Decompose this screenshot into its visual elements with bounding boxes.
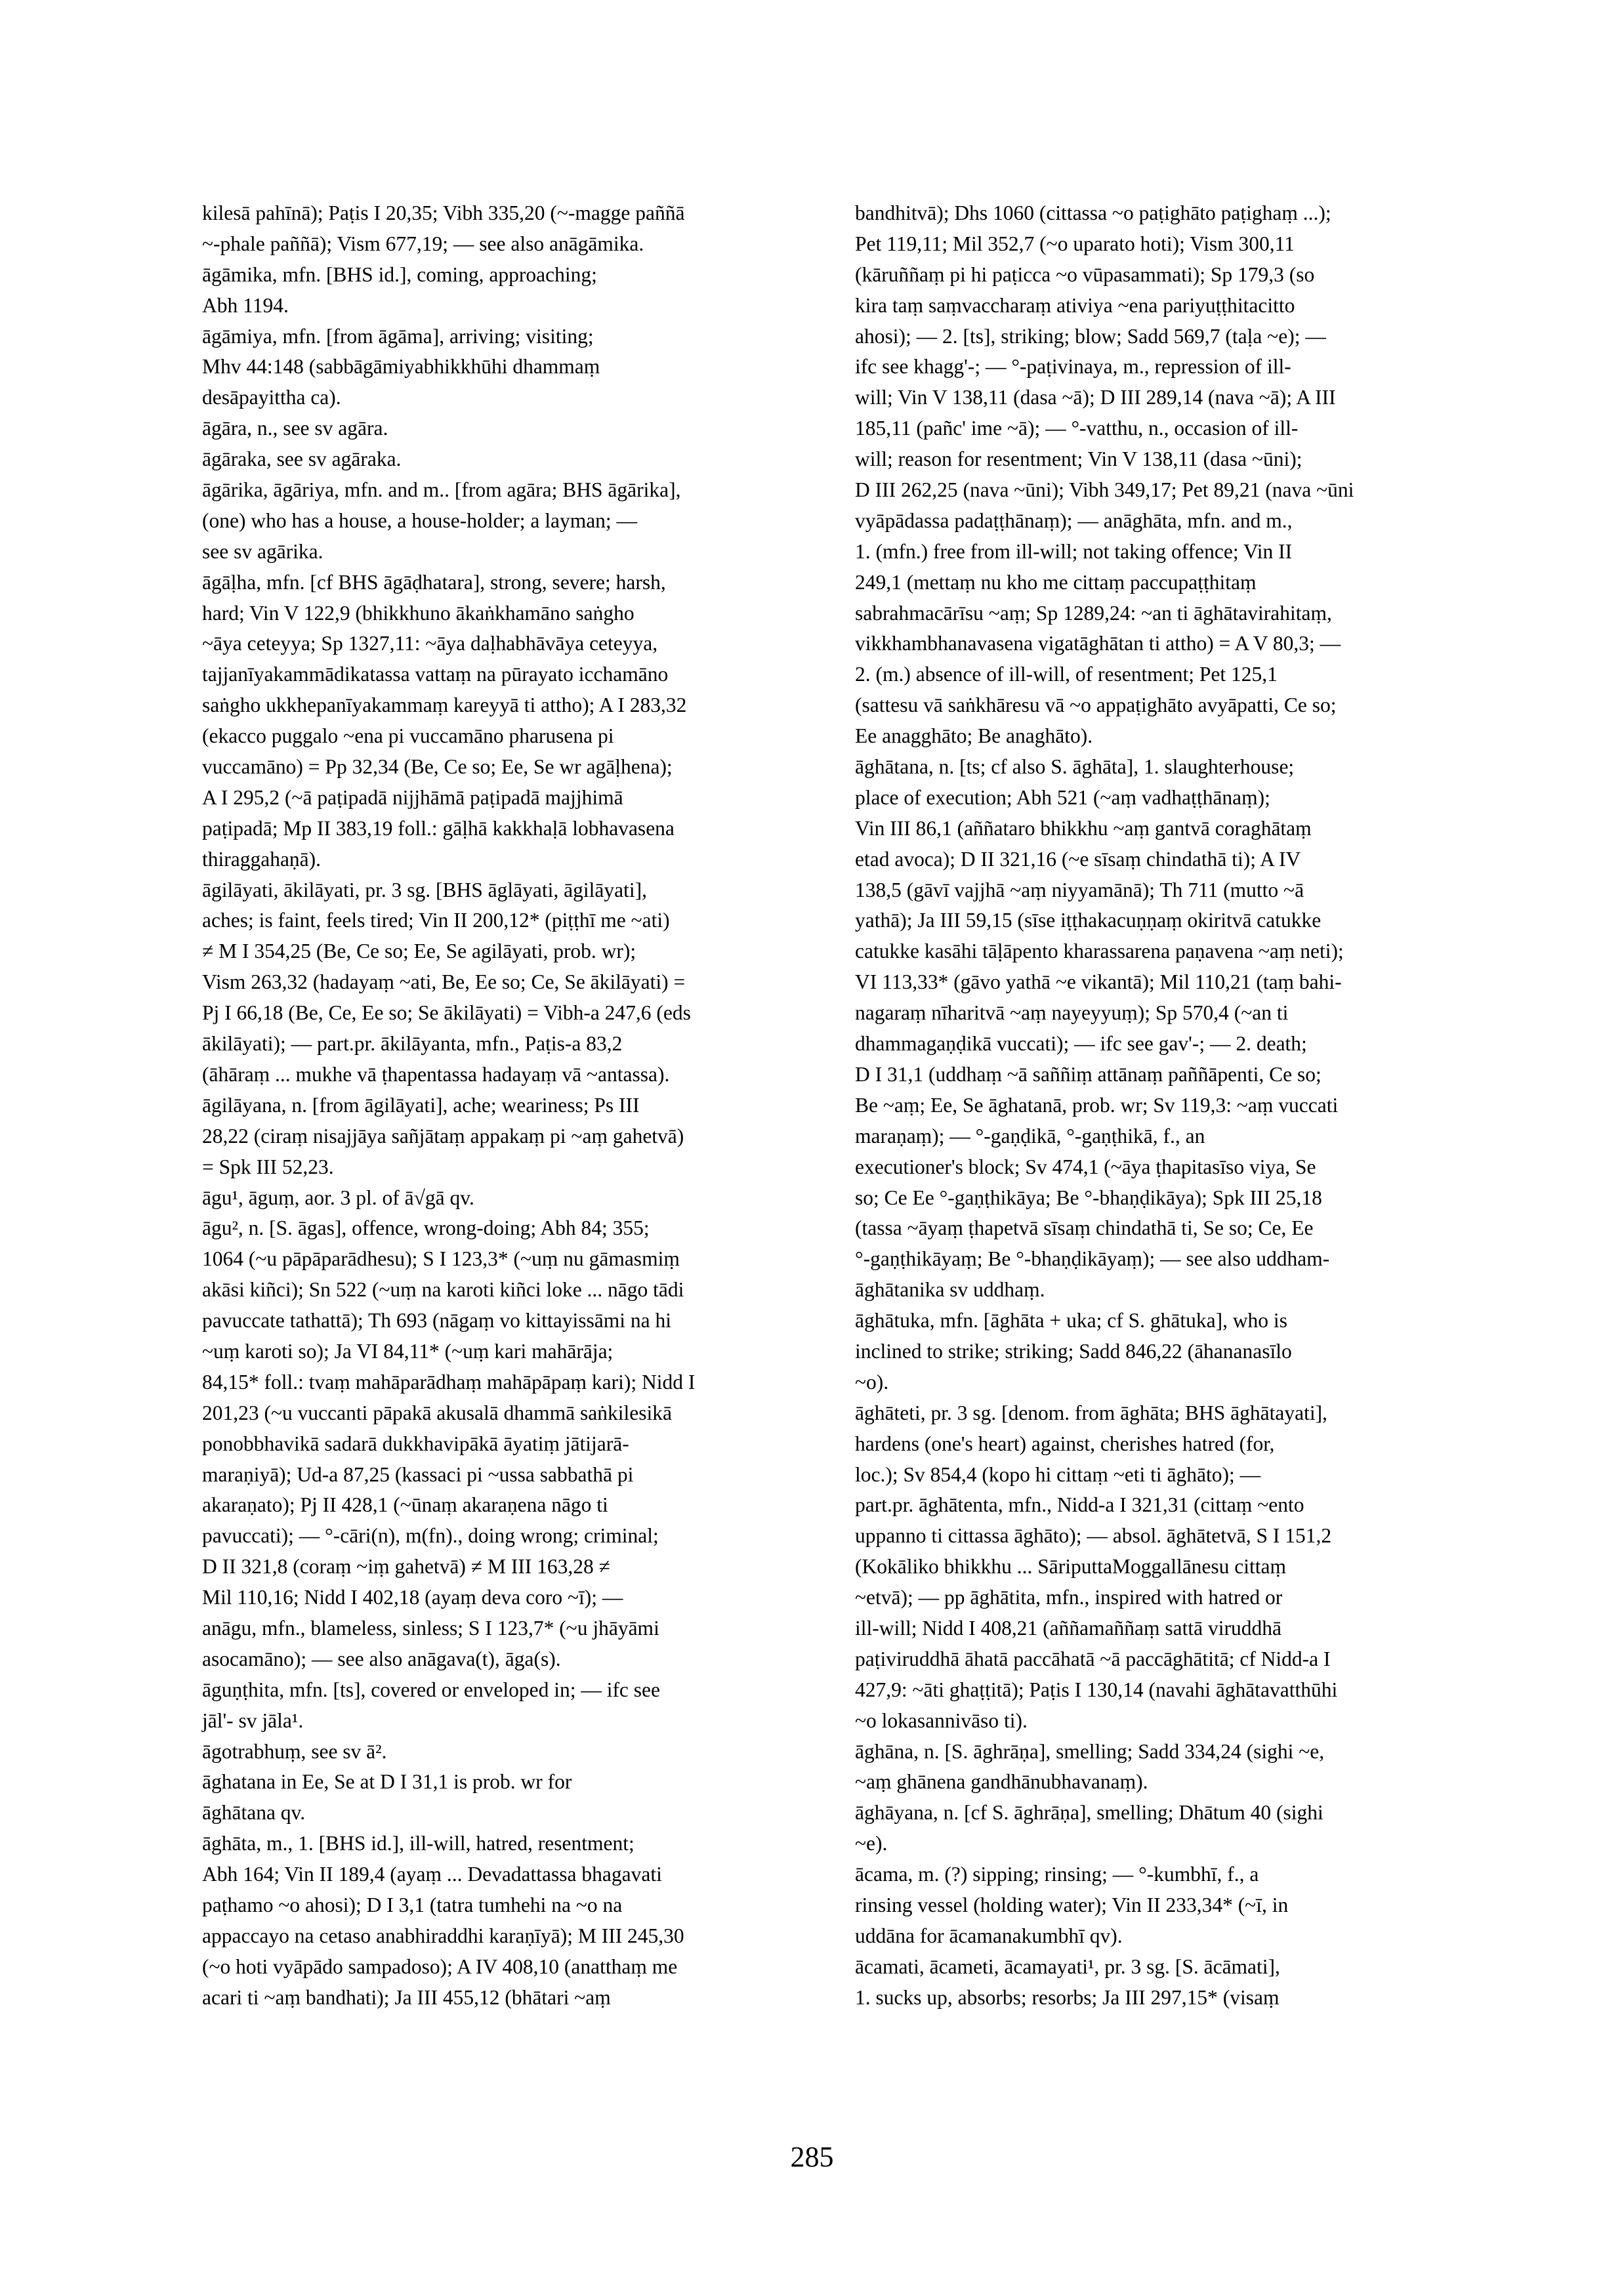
dictionary-line: Vin III 86,1 (aññataro bhikkhu ~aṃ gantvā coraghātaṃ: [855, 816, 1312, 840]
dictionary-line: bandhitvā); Dhs 1060 (cittassa ~o paṭighāto paṭighaṃ ...);: [855, 201, 1331, 224]
dictionary-line: āgilāyati, ākilāyati, pr. 3 sg. [BHS āglāyati, āgilāyati],: [202, 878, 647, 901]
dictionary-line: āgotrabhuṃ, see sv ā².: [202, 1739, 387, 1763]
dictionary-line: āgārika, āgāriya, mfn. and m.. [from agāra; BHS āgārika],: [202, 478, 681, 502]
dictionary-line: 84,15* foll.: tvaṃ mahāparādhaṃ mahāpāpaṃ kari); Nidd I: [202, 1370, 696, 1394]
dictionary-line: part.pr. āghātenta, mfn., Nidd-a I 321,31 (cittaṃ ~ento: [855, 1493, 1304, 1517]
dictionary-line: ācamati, ācameti, ācamayati¹, pr. 3 sg. [S. ācāmati],: [855, 1954, 1280, 1978]
dictionary-line: (tassa ~āyaṃ ṭhapetvā sīsaṃ chindathā ti, Se so; Ce, Ee: [855, 1216, 1314, 1240]
page-number: 285: [790, 2141, 834, 2173]
dictionary-line: executioner's block; Sv 474,1 (~āya ṭhapitasīso viya, Se: [855, 1155, 1316, 1178]
dictionary-line: will; reason for resentment; Vin V 138,11 (dasa ~ūni);: [855, 447, 1302, 471]
dictionary-line: maraṇiyā); Ud-a 87,25 (kassaci pi ~ussa sabbathā pi: [202, 1462, 634, 1486]
dictionary-line: Ee anagghāto; Be anaghāto).: [855, 724, 1093, 748]
dictionary-line: D I 31,1 (uddhaṃ ~ā saññiṃ attānaṃ paññāpenti, Ce so;: [855, 1062, 1322, 1086]
dictionary-line: āgu¹, āguṃ, aor. 3 pl. of ā√gā qv.: [202, 1186, 474, 1209]
dictionary-line: ācama, m. (?) sipping; rinsing; — °-kumbhī, f., a: [855, 1863, 1259, 1886]
dictionary-line: āghātana, n. [ts; cf also S. āghāta], 1. slaughterhouse;: [855, 755, 1295, 779]
dictionary-line: ~etvā); — pp āghātita, mfn., inspired with hatred or: [855, 1586, 1283, 1609]
dictionary-line: pavuccati); — °-cāri(n), m(fn)., doing wrong; criminal;: [202, 1524, 659, 1548]
dictionary-line: āgāra, n., see sv agāra.: [202, 417, 388, 440]
dictionary-line: desāpayittha ca).: [202, 386, 341, 409]
dictionary-line: dhammagaṇḍikā vuccati); — ifc see gav'-; — 2. death;: [855, 1032, 1307, 1056]
dictionary-line: Pj I 66,18 (Be, Ce, Ee so; Se ākilāyati) = Vibh-a 247,6 (eds: [202, 1001, 691, 1025]
dictionary-line: 249,1 (mettaṃ nu kho me cittaṃ paccupaṭṭhitaṃ: [855, 570, 1257, 594]
dictionary-line: āghāyana, n. [cf S. āghrāṇa], smelling; Dhātum 40 (sighi: [855, 1801, 1323, 1825]
dictionary-line: ~uṃ karoti so); Ja VI 84,11* (~uṃ kari mahārāja;: [202, 1339, 614, 1363]
dictionary-line: D III 262,25 (nava ~ūni); Vibh 349,17; Pet 89,21 (nava ~ūni: [855, 478, 1354, 502]
dictionary-line: VI 113,33* (gāvo yathā ~e vikantā); Mil 110,21 (taṃ bahi-: [855, 970, 1342, 994]
dictionary-line: ill-will; Nidd I 408,21 (aññamaññaṃ sattā viruddhā: [855, 1616, 1281, 1640]
dictionary-line: paṭhamo ~o ahosi); D I 3,1 (tatra tumhehi na ~o na: [202, 1893, 623, 1916]
dictionary-line: 1064 (~u pāpāparādhesu); S I 123,3* (~uṃ nu gāmasmiṃ: [202, 1247, 680, 1271]
dictionary-line: akaraṇato); Pj II 428,1 (~ūnaṃ akaraṇena nāgo ti: [202, 1493, 608, 1517]
dictionary-line: ~o lokasannivāso ti).: [855, 1708, 1028, 1732]
dictionary-line: kilesā pahīnā); Paṭis I 20,35; Vibh 335,20 (~-magge paññā: [202, 201, 685, 224]
dictionary-line: maraṇaṃ); — °-gaṇḍikā, °-gaṇṭhikā, f., an: [855, 1124, 1205, 1148]
dictionary-line: hardens (one's heart) against, cherishes hatred (for,: [855, 1432, 1275, 1455]
dictionary-line: (āhāraṃ ... mukhe vā ṭhapentassa hadayaṃ vā ~antassa).: [202, 1062, 670, 1086]
dictionary-line: pavuccate tathattā); Th 693 (nāgaṃ vo kittayissāmi na hi: [202, 1309, 671, 1333]
dictionary-line: paṭiviruddhā āhatā paccāhatā ~ā paccāghātitā; cf Nidd-a I: [855, 1647, 1331, 1670]
dictionary-line: ifc see khagg'-; — °-paṭivinaya, m., repression of ill-: [855, 355, 1291, 379]
dictionary-line: (kāruññaṃ pi hi paṭicca ~o vūpasammati); Sp 179,3 (so: [855, 262, 1315, 286]
dictionary-line: uppanno ti cittassa āghāto); — absol. āghātetvā, S I 151,2: [855, 1524, 1332, 1548]
dictionary-line: āghatana in Ee, Se at D I 31,1 is prob. wr for: [202, 1770, 572, 1794]
dictionary-line: nagaraṃ nīharitvā ~aṃ nayeyyuṃ); Sp 570,4 (~an ti: [855, 1001, 1289, 1025]
dictionary-line: Mhv 44:148 (sabbāgāmiyabhikkhūhi dhammaṃ: [202, 355, 600, 379]
dictionary-line: (~o hoti vyāpādo sampadoso); A IV 408,10 (anatthaṃ me: [202, 1954, 678, 1978]
dictionary-line: āghātana qv.: [202, 1801, 306, 1825]
dictionary-line: asocamāno); — see also anāgava(t), āga(s).: [202, 1647, 561, 1670]
dictionary-line: āguṇṭhita, mfn. [ts], covered or enveloped in; — ifc see: [202, 1678, 661, 1701]
dictionary-line: tajjanīyakammādikatassa vattaṃ na pūrayato icchamāno: [202, 663, 669, 686]
dictionary-line: rinsing vessel (holding water); Vin II 233,34* (~ī, in: [855, 1893, 1289, 1916]
dictionary-line: Vism 263,32 (hadayaṃ ~ati, Be, Ee so; Ce, Se ākilāyati) =: [202, 970, 686, 994]
dictionary-line: 1. sucks up, absorbs; resorbs; Ja III 297,15* (visaṃ: [855, 1985, 1280, 2009]
dictionary-line: saṅgho ukkhepanīyakammaṃ kareyyā ti attho); A I 283,32: [202, 693, 687, 717]
dictionary-line: thiraggahaṇā).: [202, 847, 322, 871]
dictionary-line: vyāpādassa padaṭṭhānaṃ); — anāghāta, mfn. and m.,: [855, 508, 1293, 532]
dictionary-line: A I 295,2 (~ā paṭipadā nijjhāmā paṭipadā majjhimā: [202, 785, 623, 809]
dictionary-line: āgāḷha, mfn. [cf BHS āgāḍhatara], strong, severe; harsh,: [202, 570, 666, 594]
dictionary-line: °-gaṇṭhikāyaṃ; Be °-bhaṇḍikāyaṃ); — see also uddham-: [855, 1247, 1330, 1271]
dictionary-line: 201,23 (~u vuccanti pāpakā akusalā dhammā saṅkilesikā: [202, 1401, 672, 1424]
dictionary-line: ~āya ceteyya; Sp 1327,11: ~āya daḷhabhāvāya ceteyya,: [202, 632, 658, 655]
dictionary-line: yathā); Ja III 59,15 (sīse iṭṭhakacuṇṇaṃ okiritvā catukke: [855, 909, 1322, 932]
left-column: [202, 198, 822, 2014]
dictionary-line: see sv agārika.: [202, 539, 323, 563]
dictionary-line: 185,11 (pañc' ime ~ā); — °-vatthu, n., occasion of ill-: [855, 417, 1299, 440]
dictionary-line: hard; Vin V 122,9 (bhikkhuno ākaṅkhamāno saṅgho: [202, 601, 635, 625]
dictionary-line: āghāna, n. [S. āghrāṇa], smelling; Sadd 334,24 (sighi ~e,: [855, 1739, 1325, 1763]
dictionary-line: = Spk III 52,23.: [202, 1155, 334, 1178]
dictionary-line: acari ti ~aṃ bandhati); Ja III 455,12 (bhātari ~aṃ: [202, 1985, 611, 2009]
dictionary-line: kira taṃ saṃvaccharaṃ ativiya ~ena pariyuṭṭhitacitto: [855, 293, 1295, 317]
dictionary-line: anāgu, mfn., blameless, sinless; S I 123,7* (~u jhāyāmi: [202, 1616, 659, 1640]
dictionary-line: place of execution; Abh 521 (~aṃ vadhaṭṭhānaṃ);: [855, 785, 1270, 809]
dictionary-line: āgāmiya, mfn. [from āgāma], arriving; visiting;: [202, 324, 594, 348]
dictionary-line: āghātuka, mfn. [āghāta + uka; cf S. ghātuka], who is: [855, 1309, 1287, 1333]
dictionary-line: 1. (mfn.) free from ill-will; not taking offence; Vin II: [855, 539, 1293, 563]
dictionary-line: 28,22 (ciraṃ nisajjāya sañjātaṃ appakaṃ pi ~aṃ gahetvā): [202, 1124, 684, 1148]
dictionary-line: etad avoca); D II 321,16 (~e sīsaṃ chindathā ti); A IV: [855, 847, 1301, 871]
dictionary-line: āgu², n. [S. āgas], offence, wrong-doing; Abh 84; 355;: [202, 1216, 650, 1240]
dictionary-line: vikkhambhanavasena vigatāghātan ti attho) = A V 80,3; —: [855, 632, 1341, 655]
dictionary-line: (one) who has a house, a house-holder; a layman; —: [202, 508, 638, 532]
dictionary-line: 427,9: ~āti ghaṭṭitā); Paṭis I 130,14 (navahi āghātavatthūhi: [855, 1678, 1338, 1701]
dictionary-line: Abh 1194.: [202, 293, 289, 317]
dictionary-line: (ekacco puggalo ~ena pi vuccamāno pharusena pi: [202, 724, 614, 748]
dictionary-line: aches; is faint, feels tired; Vin II 200,12* (piṭṭhī me ~ati): [202, 909, 670, 932]
dictionary-line: Abh 164; Vin II 189,4 (ayaṃ ... Devadattassa bhagavati: [202, 1863, 662, 1886]
dictionary-line: ākilāyati); — part.pr. ākilāyanta, mfn., Paṭis-a 83,2: [202, 1032, 623, 1056]
dictionary-line: Be ~aṃ; Ee, Se āghatanā, prob. wr; Sv 119,3: ~aṃ vuccati: [855, 1093, 1339, 1117]
dictionary-line: (sattesu vā saṅkhāresu vā ~o appaṭighāto avyāpatti, Ce so;: [855, 693, 1337, 717]
dictionary-line: jāl'- sv jāla¹.: [202, 1708, 304, 1732]
dictionary-line: ponobbhavikā sadarā dukkhavipākā āyatiṃ jātijarā-: [202, 1432, 629, 1455]
dictionary-line: ~o).: [855, 1370, 889, 1394]
dictionary-line: āgilāyana, n. [from āgilāyati], ache; weariness; Ps III: [202, 1093, 640, 1117]
dictionary-line: D II 321,8 (coraṃ ~iṃ gahetvā) ≠ M III 163,28 ≠: [202, 1555, 610, 1579]
dictionary-line: ahosi); — 2. [ts], striking; blow; Sadd 569,7 (taḷa ~e); —: [855, 324, 1326, 348]
dictionary-line: loc.); Sv 854,4 (kopo hi cittaṃ ~eti ti āghāto); —: [855, 1462, 1261, 1486]
dictionary-line: ~-phale paññā); Vism 677,19; — see also anāgāmika.: [202, 232, 644, 255]
dictionary-line: ~aṃ ghānena gandhānubhavanaṃ).: [855, 1770, 1148, 1794]
dictionary-line: (Kokāliko bhikkhu ... SāriputtaMoggallānesu cittaṃ: [855, 1555, 1287, 1579]
dictionary-line: ~e).: [855, 1832, 888, 1855]
dictionary-line: uddāna for ācamanakumbhī qv).: [855, 1924, 1123, 1947]
dictionary-line: āgāmika, mfn. [BHS id.], coming, approaching;: [202, 262, 597, 286]
dictionary-line: āgāraka, see sv agāraka.: [202, 447, 402, 471]
dictionary-line: akāsi kiñci); Sn 522 (~uṃ na karoti kiñci loke ... nāgo tādi: [202, 1278, 684, 1302]
dictionary-line: Mil 110,16; Nidd I 402,18 (ayaṃ deva coro ~ī); —: [202, 1586, 623, 1609]
dictionary-line: 138,5 (gāvī vajjhā ~aṃ niyyamānā); Th 711 (mutto ~ā: [855, 878, 1304, 901]
dictionary-line: ≠ M I 354,25 (Be, Ce so; Ee, Se agilāyati, prob. wr);: [202, 940, 636, 963]
dictionary-line: sabrahmacārīsu ~aṃ; Sp 1289,24: ~an ti āghātavirahitaṃ,: [855, 601, 1332, 625]
dictionary-line: āghāta, m., 1. [BHS id.], ill-will, hatred, resentment;: [202, 1832, 635, 1855]
dictionary-line: Pet 119,11; Mil 352,7 (~o uparato hoti); Vism 300,11: [855, 232, 1295, 255]
dictionary-line: so; Ce Ee °-gaṇṭhikāya; Be °-bhaṇḍikāya); Spk III 25,18: [855, 1186, 1322, 1209]
dictionary-line: vuccamāno) = Pp 32,34 (Be, Ce so; Ee, Se wr agāḷhena);: [202, 755, 673, 779]
right-column: [855, 198, 1475, 2014]
dictionary-line: paṭipadā; Mp II 383,19 foll.: gāḷhā kakkhaḷā lobhavasena: [202, 816, 675, 840]
dictionary-line: āghātanika sv uddhaṃ.: [855, 1278, 1045, 1302]
dictionary-line: āghāteti, pr. 3 sg. [denom. from āghāta; BHS āghātayati],: [855, 1401, 1327, 1424]
dictionary-line: catukke kasāhi tāḷāpento kharassarena paṇavena ~aṃ neti);: [855, 940, 1344, 963]
dictionary-line: will; Vin V 138,11 (dasa ~ā); D III 289,14 (nava ~ā); A III: [855, 386, 1336, 409]
dictionary-line: inclined to strike; striking; Sadd 846,22 (āhananasīlo: [855, 1339, 1292, 1363]
dictionary-line: appaccayo na cetaso anabhiraddhi karaṇīyā); M III 245,30: [202, 1924, 684, 1947]
dictionary-line: 2. (m.) absence of ill-will, of resentment; Pet 125,1: [855, 663, 1278, 686]
